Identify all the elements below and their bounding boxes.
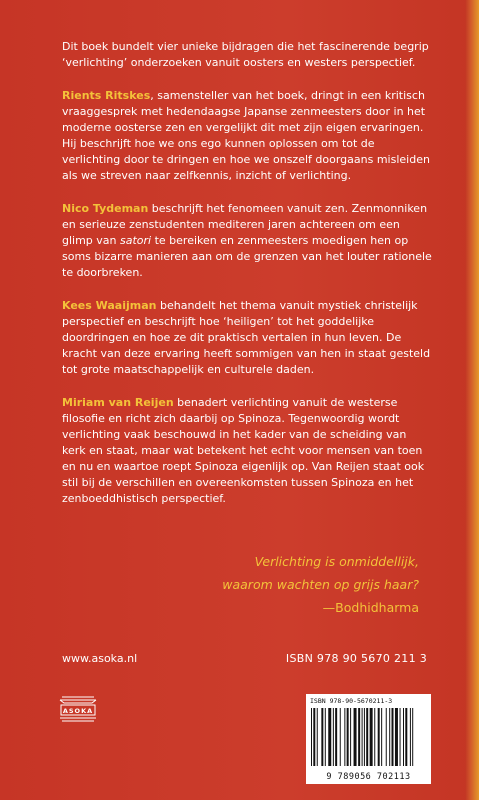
blurb xyxy=(62,39,432,524)
barcode xyxy=(306,694,431,784)
logo-text: ASOKA xyxy=(62,707,94,715)
paragraph-text: , samensteller van het boek, dringt in een kritisch vraaggesprek met hedendaagse Japanse zenmeesters door in het moderne oosterse zen en vergelijkt dit met zijn eigen ervaringen. Hij beschrijft hoe we ons ego kunnen oplossen om tot de verlichting door te dringen en hoe we onszelf doorgaans misleiden als we streven naar zelfkennis, inzicht of verlichting. xyxy=(62,89,430,182)
quote-line: waarom wachten op grijs haar? xyxy=(222,577,419,592)
author-name: Kees Waaijman xyxy=(62,299,157,312)
paragraph-text: benadert verlichting vanuit de westerse filosofie en richt zich daarbij op Spinoza. Tegenwoordig wordt verlichting vaak beschouwd in het kader van de scheiding van kerk en staat, maar wat betekent het echt voor mensen van toen en nu en waartoe roept Spinoza eigenlijk op. Van Reijen staat ook stil bij de verschillen en overeenkomsten tussen Spinoza en het zenboeddhistisch perspectief. xyxy=(62,396,425,505)
cover-edge xyxy=(465,0,479,800)
publisher-url[interactable]: www.asoka.nl xyxy=(62,652,138,665)
intro-paragraph: Dit boek bundelt vier unieke bijdragen die het fascinerende begrip ‘verlichting’ onderzoeken vanuit oosters en westers perspectief. xyxy=(62,40,429,69)
quote-author: —Bodhidharma xyxy=(322,600,419,615)
author-name: Nico Tydeman xyxy=(62,202,149,215)
barcode-bars-icon xyxy=(311,708,426,766)
isbn-text: ISBN 978 90 5670 211 3 xyxy=(285,652,427,665)
paragraph-tydeman xyxy=(62,201,432,281)
paragraph-van-reijen xyxy=(62,395,432,507)
paragraph-text: te bereiken en zenmeesters moedigen hen op soms bizarre manieren aan om de grenzen van het louter rationele te doorbreken. xyxy=(62,234,432,279)
quote xyxy=(222,550,419,619)
italic-term: satori xyxy=(120,234,152,247)
barcode-isbn-label: ISBN 978-90-5670211-3 xyxy=(310,697,393,705)
paragraph-text: behandelt het thema vanuit mystiek christelijk perspectief en beschrijft hoe ‘heiligen’ tot het goddelijke doordringen en hoe ze dit praktisch vertalen in hun leven. De kracht van deze ervaring heeft sommigen van hen in staat gesteld tot grote maatschappelijk en culturele daden. xyxy=(62,299,431,376)
barcode-number: 9 789056 702113 xyxy=(326,772,411,782)
author-name: Miriam van Reijen xyxy=(62,396,174,409)
author-name: Rients Ritskes xyxy=(62,89,151,102)
paragraph-ritskes xyxy=(62,88,432,184)
paragraph-text: beschrijft het fenomeen vanuit zen. Zenmonniken en serieuze zenstudenten mediteren jaren achtereen om een glimp van xyxy=(62,202,428,247)
publisher-logo-icon xyxy=(58,694,98,724)
quote-line: Verlichting is onmiddellijk, xyxy=(254,554,419,569)
paragraph-waaijman xyxy=(62,298,432,378)
